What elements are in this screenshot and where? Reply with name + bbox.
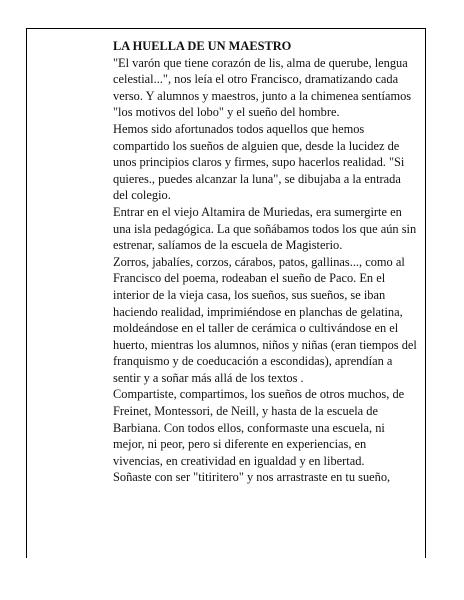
paragraph-2: Hemos sido afortunados todos aquellos que hemos compartido los sueños de alguien que, desde la lucidez de unos principios claros y firmes, supo hacerlos realidad. "Si quieres., puedes alcanzar la luna", se dibujaba a la entrada del colegio. (113, 121, 405, 203)
paragraph-4: Zorros, jabalíes, corzos, cárabos, patos, gallinas..., como al Francisco del poema, rodeaban el sueño de Paco. En el interior de la vieja casa, los sueños, sus sueños, se iban haciendo realidad, imprimiéndose en planchas de gelatina, moldeándose en el taller de cerámica o cultivándose en el huerto, mientras los alumnos, niños y niñas (eran tiempos del franquismo y de coeducación a escondidas), aprendían a sentir y a soñar más allá de los textos . (113, 254, 417, 385)
paragraph-3: Entrar en el viejo Altamira de Muriedas, era sumergirte en una isla pedagógica. La que soñábamos todos los que aún sin estrenar, salíamos de la escuela de Magisterio. (113, 204, 417, 253)
document-title: LA HUELLA DE UN MAESTRO (113, 39, 292, 53)
paragraph-5: Compartiste, compartimos, los sueños de otros muchos, de Freinet, Montessori, de Neill, y hasta de la escuela de Barbiana. Con todos ellos, conformaste una escuela, ni mejor, ni peor, pero si diferente en experiencias, en vivencias, en creatividad en igualdad y en libertad. (113, 387, 405, 468)
paragraph-1: "El varón que tiene corazón de lis, alma de querube, lengua celestial...", nos leía el otro Francisco, dramatizando cada verso. Y alumnos y maestros, junto a la chimenea sentíamos "los motivos del lobo" y el sueño del hombre. (113, 55, 412, 120)
paragraph-6: Soñaste con ser "titiritero" y nos arrastraste en tu sueño, (113, 470, 391, 485)
document-body (113, 38, 418, 486)
